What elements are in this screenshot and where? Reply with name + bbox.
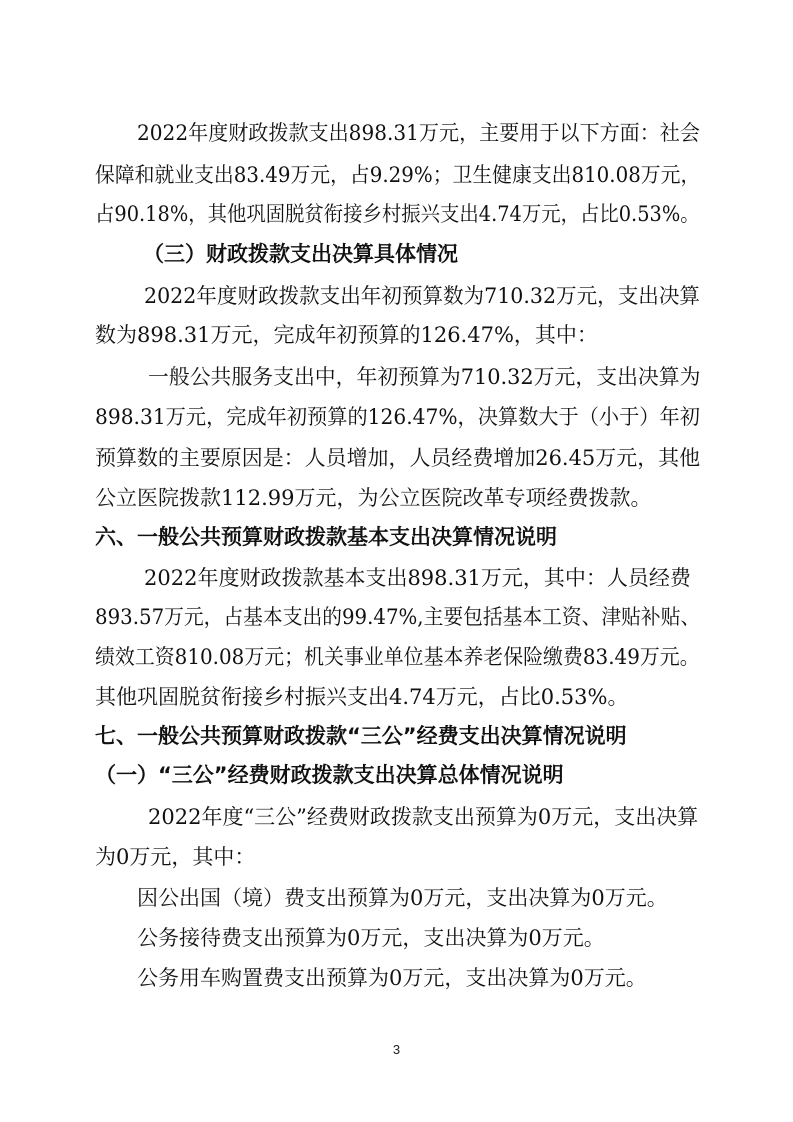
paragraph-line: 其他巩固脱贫衔接乡村振兴支出4.74万元，占比0.53%。 — [95, 685, 629, 709]
paragraph-line: 公务用车购置费支出预算为0万元，支出决算为0万元。 — [137, 966, 647, 990]
paragraph-line: 为0万元，其中： — [95, 845, 256, 869]
paragraph-line: 2022年度财政拨款支出年初预算数为710.32万元，支出决算 — [144, 284, 700, 308]
paragraph-line: 2022年度财政拨款支出898.31万元，主要用于以下方面：社会 — [137, 121, 700, 145]
subsection-heading: （一）“三公”经费财政拨款支出决算总体情况说明 — [95, 763, 564, 787]
paragraph-line: 因公出国（境）费支出预算为0万元，支出决算为0万元。 — [137, 886, 668, 910]
paragraph-line: 保障和就业支出83.49万元，占9.29%；卫生健康支出810.08万元， — [95, 163, 701, 187]
section-heading: 七、一般公共预算财政拨款“三公”经费支出决算情况说明 — [95, 724, 627, 748]
paragraph-line: 一般公共服务支出中，年初预算为710.32万元，支出决算为 — [148, 365, 701, 389]
paragraph-line: 预算数的主要原因是：人员增加，人员经费增加26.45万元，其他 — [95, 446, 701, 470]
page-number: 3 — [392, 1042, 401, 1057]
paragraph-line: 绩效工资810.08万元；机关事业单位基本养老保险缴费83.49万元。 — [95, 645, 700, 669]
paragraph-line: 2022年度财政拨款基本支出898.31万元，其中：人员经费 — [144, 566, 691, 590]
paragraph-line: 2022年度“三公”经费财政拨款支出预算为0万元，支出决算 — [148, 805, 699, 829]
section-heading: 六、一般公共预算财政拨款基本支出决算情况说明 — [95, 525, 557, 549]
section-heading: （三）财政拨款支出决算具体情况 — [143, 242, 458, 266]
paragraph-line: 898.31万元，完成年初预算的126.47%，决算数大于（小于）年初 — [95, 405, 700, 429]
paragraph-line: 占90.18%，其他巩固脱贫衔接乡村振兴支出4.74万元，占比0.53%。 — [95, 202, 700, 226]
paragraph-line: 893.57万元，占基本支出的99.47%,主要包括基本工资、津贴补贴、 — [95, 605, 701, 629]
paragraph-line: 公立医院拨款112.99万元，为公立医院改革专项经费拨款。 — [95, 486, 652, 510]
paragraph-line: 公务接待费支出预算为0万元，支出决算为0万元。 — [137, 926, 605, 950]
paragraph-line: 数为898.31万元，完成年初预算的126.47%，其中： — [95, 323, 598, 347]
